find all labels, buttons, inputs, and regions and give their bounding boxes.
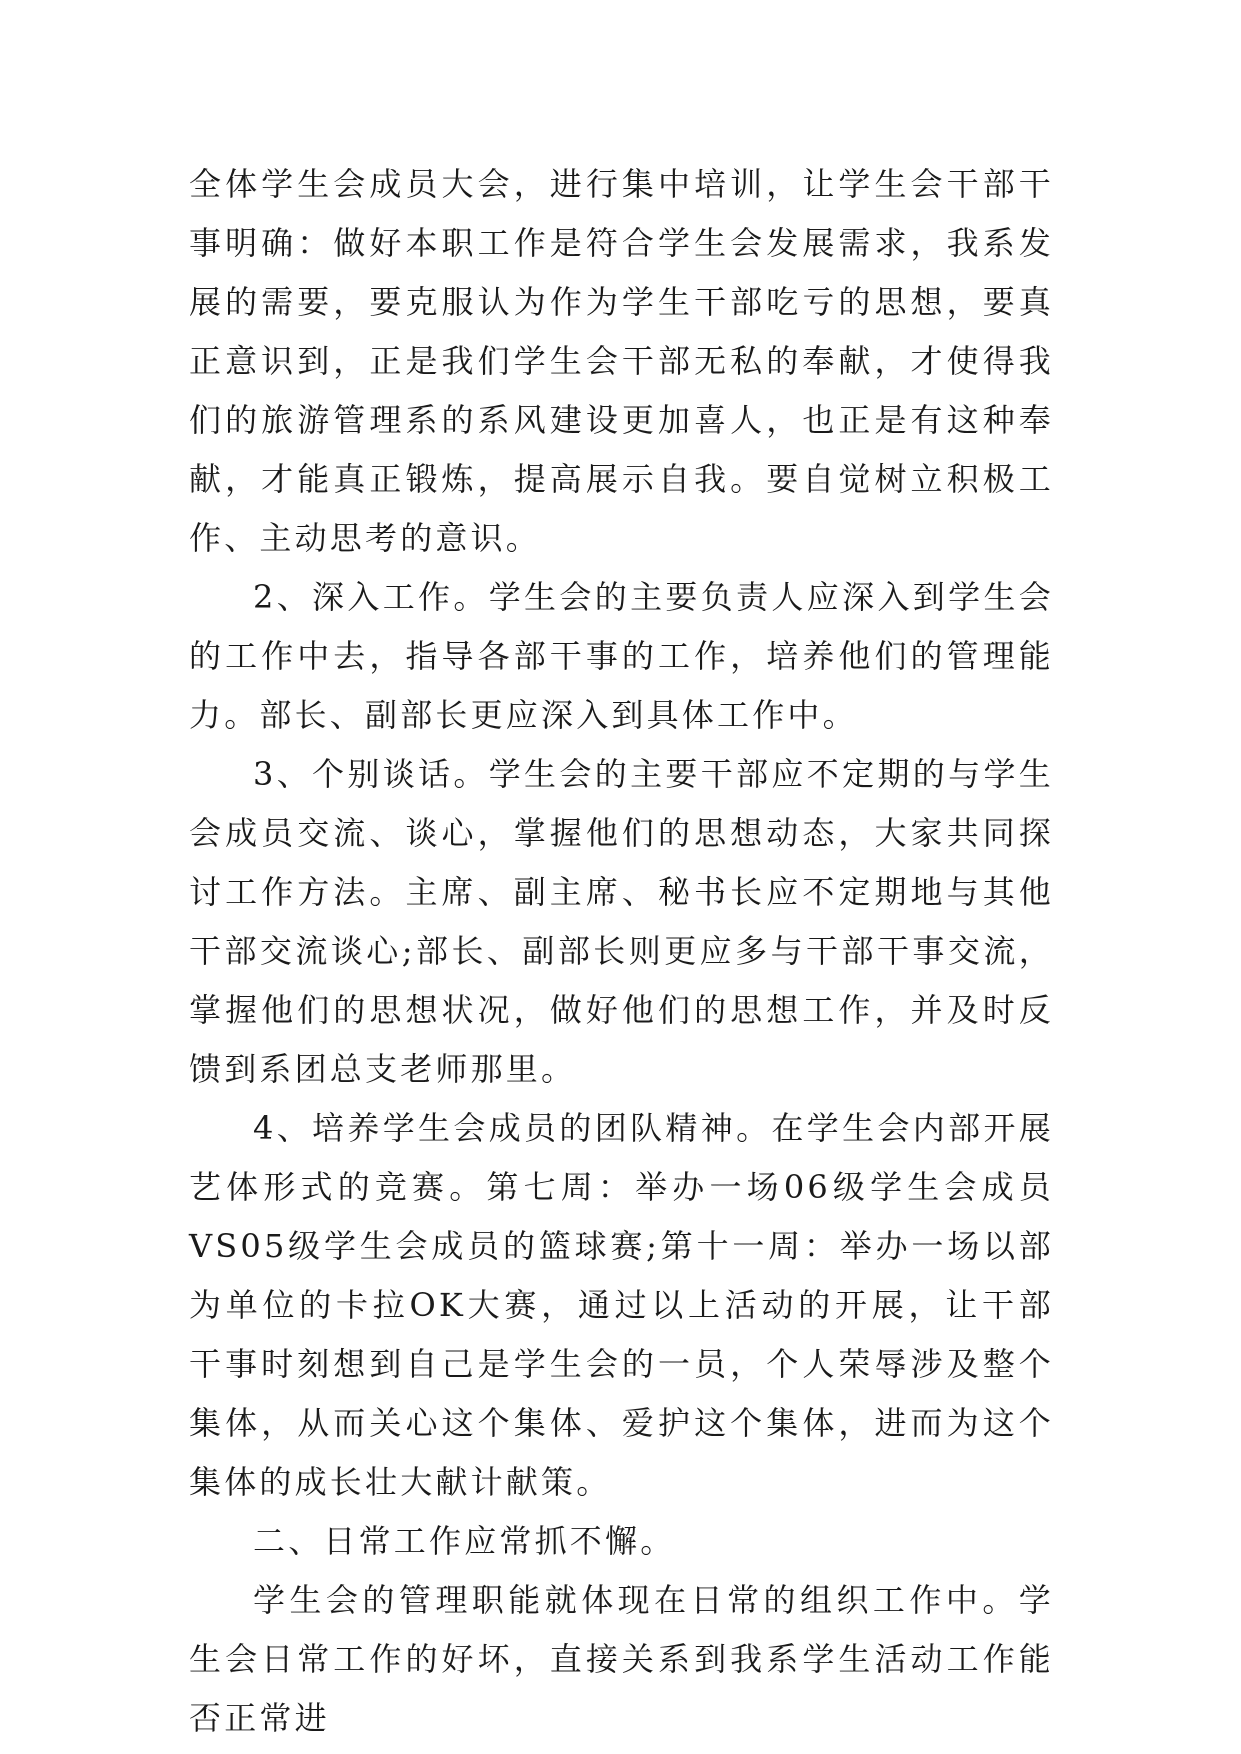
paragraph-1: 全体学生会成员大会，进行集中培训，让学生会干部干事明确：做好本职工作是符合学生会发展需求，我系发展的需要，要克服认为作为学生干部吃亏的思想，要真正意识到，正是我们学生会干部无私的奉献，才使得我们的旅游管理系的系风建设更加喜人，也正是有这种奉献，才能真正锻炼，提高展示自我。要自觉树立积极工作、主动思考的意识。 [189,165,1054,557]
paragraph-4: 4、培养学生会成员的团队精神。在学生会内部开展艺体形式的竞赛。第七周：举办一场06级学生会成员VS05级学生会成员的篮球赛;第十一周：举办一场以部为单位的卡拉OK大赛，通过以上活动的开展，让干部干事时刻想到自己是学生会的一员，个人荣辱涉及整个集体，从而关心这个集体、爱护这个集体，进而为这个集体的成长壮大献计献策。 [189,1109,1054,1501]
document-body [189,155,1054,1748]
paragraph-5: 学生会的管理职能就体现在日常的组织工作中。学生会日常工作的好坏，直接关系到我系学生活动工作能否正常进 [189,1581,1054,1737]
paragraph-2: 2、深入工作。学生会的主要负责人应深入到学生会的工作中去，指导各部干事的工作，培养他们的管理能力。部长、副部长更应深入到具体工作中。 [189,578,1054,734]
section-heading: 二、日常工作应常抓不懈。 [253,1522,676,1560]
paragraph-3: 3、个别谈话。学生会的主要干部应不定期的与学生会成员交流、谈心，掌握他们的思想动态，大家共同探讨工作方法。主席、副主席、秘书长应不定期地与其他干部交流谈心;部长、副部长则更应多与干部干事交流，掌握他们的思想状况，做好他们的思想工作，并及时反馈到系团总支老师那里。 [189,755,1054,1088]
